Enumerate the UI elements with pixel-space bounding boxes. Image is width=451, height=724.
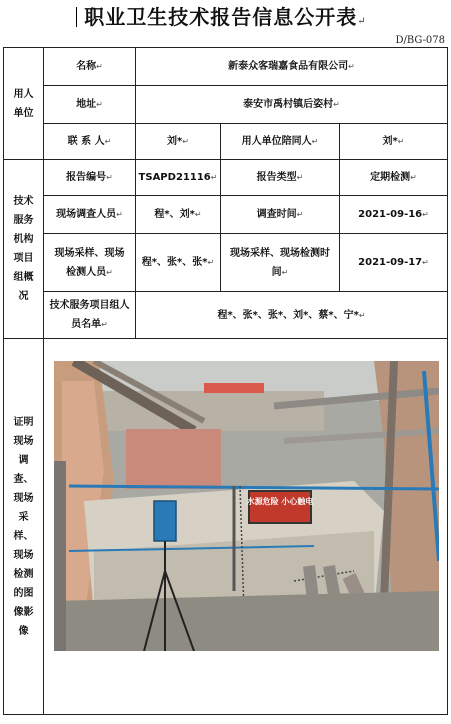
name-label: 名称↵	[44, 48, 136, 86]
row-contact	[4, 124, 448, 160]
row-report	[4, 160, 448, 196]
service-section-label: 技术服务机构项目组概况	[4, 160, 44, 339]
evidence-section-label: 证明现场调查、现场采样、现场检测的图像影像	[4, 339, 44, 715]
contact-value: 刘*↵	[136, 124, 221, 160]
site-photo	[54, 361, 439, 651]
document-code: D/BG-078	[395, 35, 445, 46]
sampling-staff-value: 程*、张*、张*↵	[136, 234, 221, 292]
title-text: 职业卫生技术报告信息公开表	[84, 5, 358, 29]
row-sampling	[4, 234, 448, 292]
report-type-value: 定期检测↵	[340, 160, 448, 196]
row-name	[4, 48, 448, 86]
photo-cell	[44, 339, 448, 715]
row-address	[4, 86, 448, 124]
escort-value: 刘*↵	[340, 124, 448, 160]
employer-section-label: 用人单位	[4, 48, 44, 160]
address-value: 泰安市禹村镇后姿村↵	[136, 86, 448, 124]
escort-label: 用人单位陪同人↵	[221, 124, 340, 160]
survey-time-label: 调查时间↵	[221, 196, 340, 234]
page-title	[0, 0, 451, 34]
text-cursor	[76, 7, 77, 27]
name-value: 新泰众客瑞嘉食品有限公司↵	[136, 48, 448, 86]
sampling-time-value: 2021-09-17↵	[340, 234, 448, 292]
row-evidence	[4, 339, 448, 715]
survey-staff-label: 现场调查人员↵	[44, 196, 136, 234]
row-survey	[4, 196, 448, 234]
report-type-label: 报告类型↵	[221, 160, 340, 196]
row-team	[4, 292, 448, 339]
survey-staff-value: 程*、刘*↵	[136, 196, 221, 234]
sign-text: 水源危险 小心触电	[246, 497, 314, 506]
info-table	[3, 47, 448, 715]
survey-time-value: 2021-09-16↵	[340, 196, 448, 234]
sampling-staff-label: 现场采样、现场检测人员↵	[44, 234, 136, 292]
team-label: 技术服务项目组人员名单↵	[44, 292, 136, 339]
contact-label: 联 系 人↵	[44, 124, 136, 160]
sampling-time-label: 现场采样、现场检测时间↵	[221, 234, 340, 292]
team-value: 程*、张*、张*、刘*、蔡*、宁*↵	[136, 292, 448, 339]
paragraph-mark: ↵	[357, 16, 367, 27]
report-no-label: 报告编号↵	[44, 160, 136, 196]
address-label: 地址↵	[44, 86, 136, 124]
report-no-value: TSAPD21116↵	[136, 160, 221, 196]
site-photo-illustration	[54, 361, 439, 651]
